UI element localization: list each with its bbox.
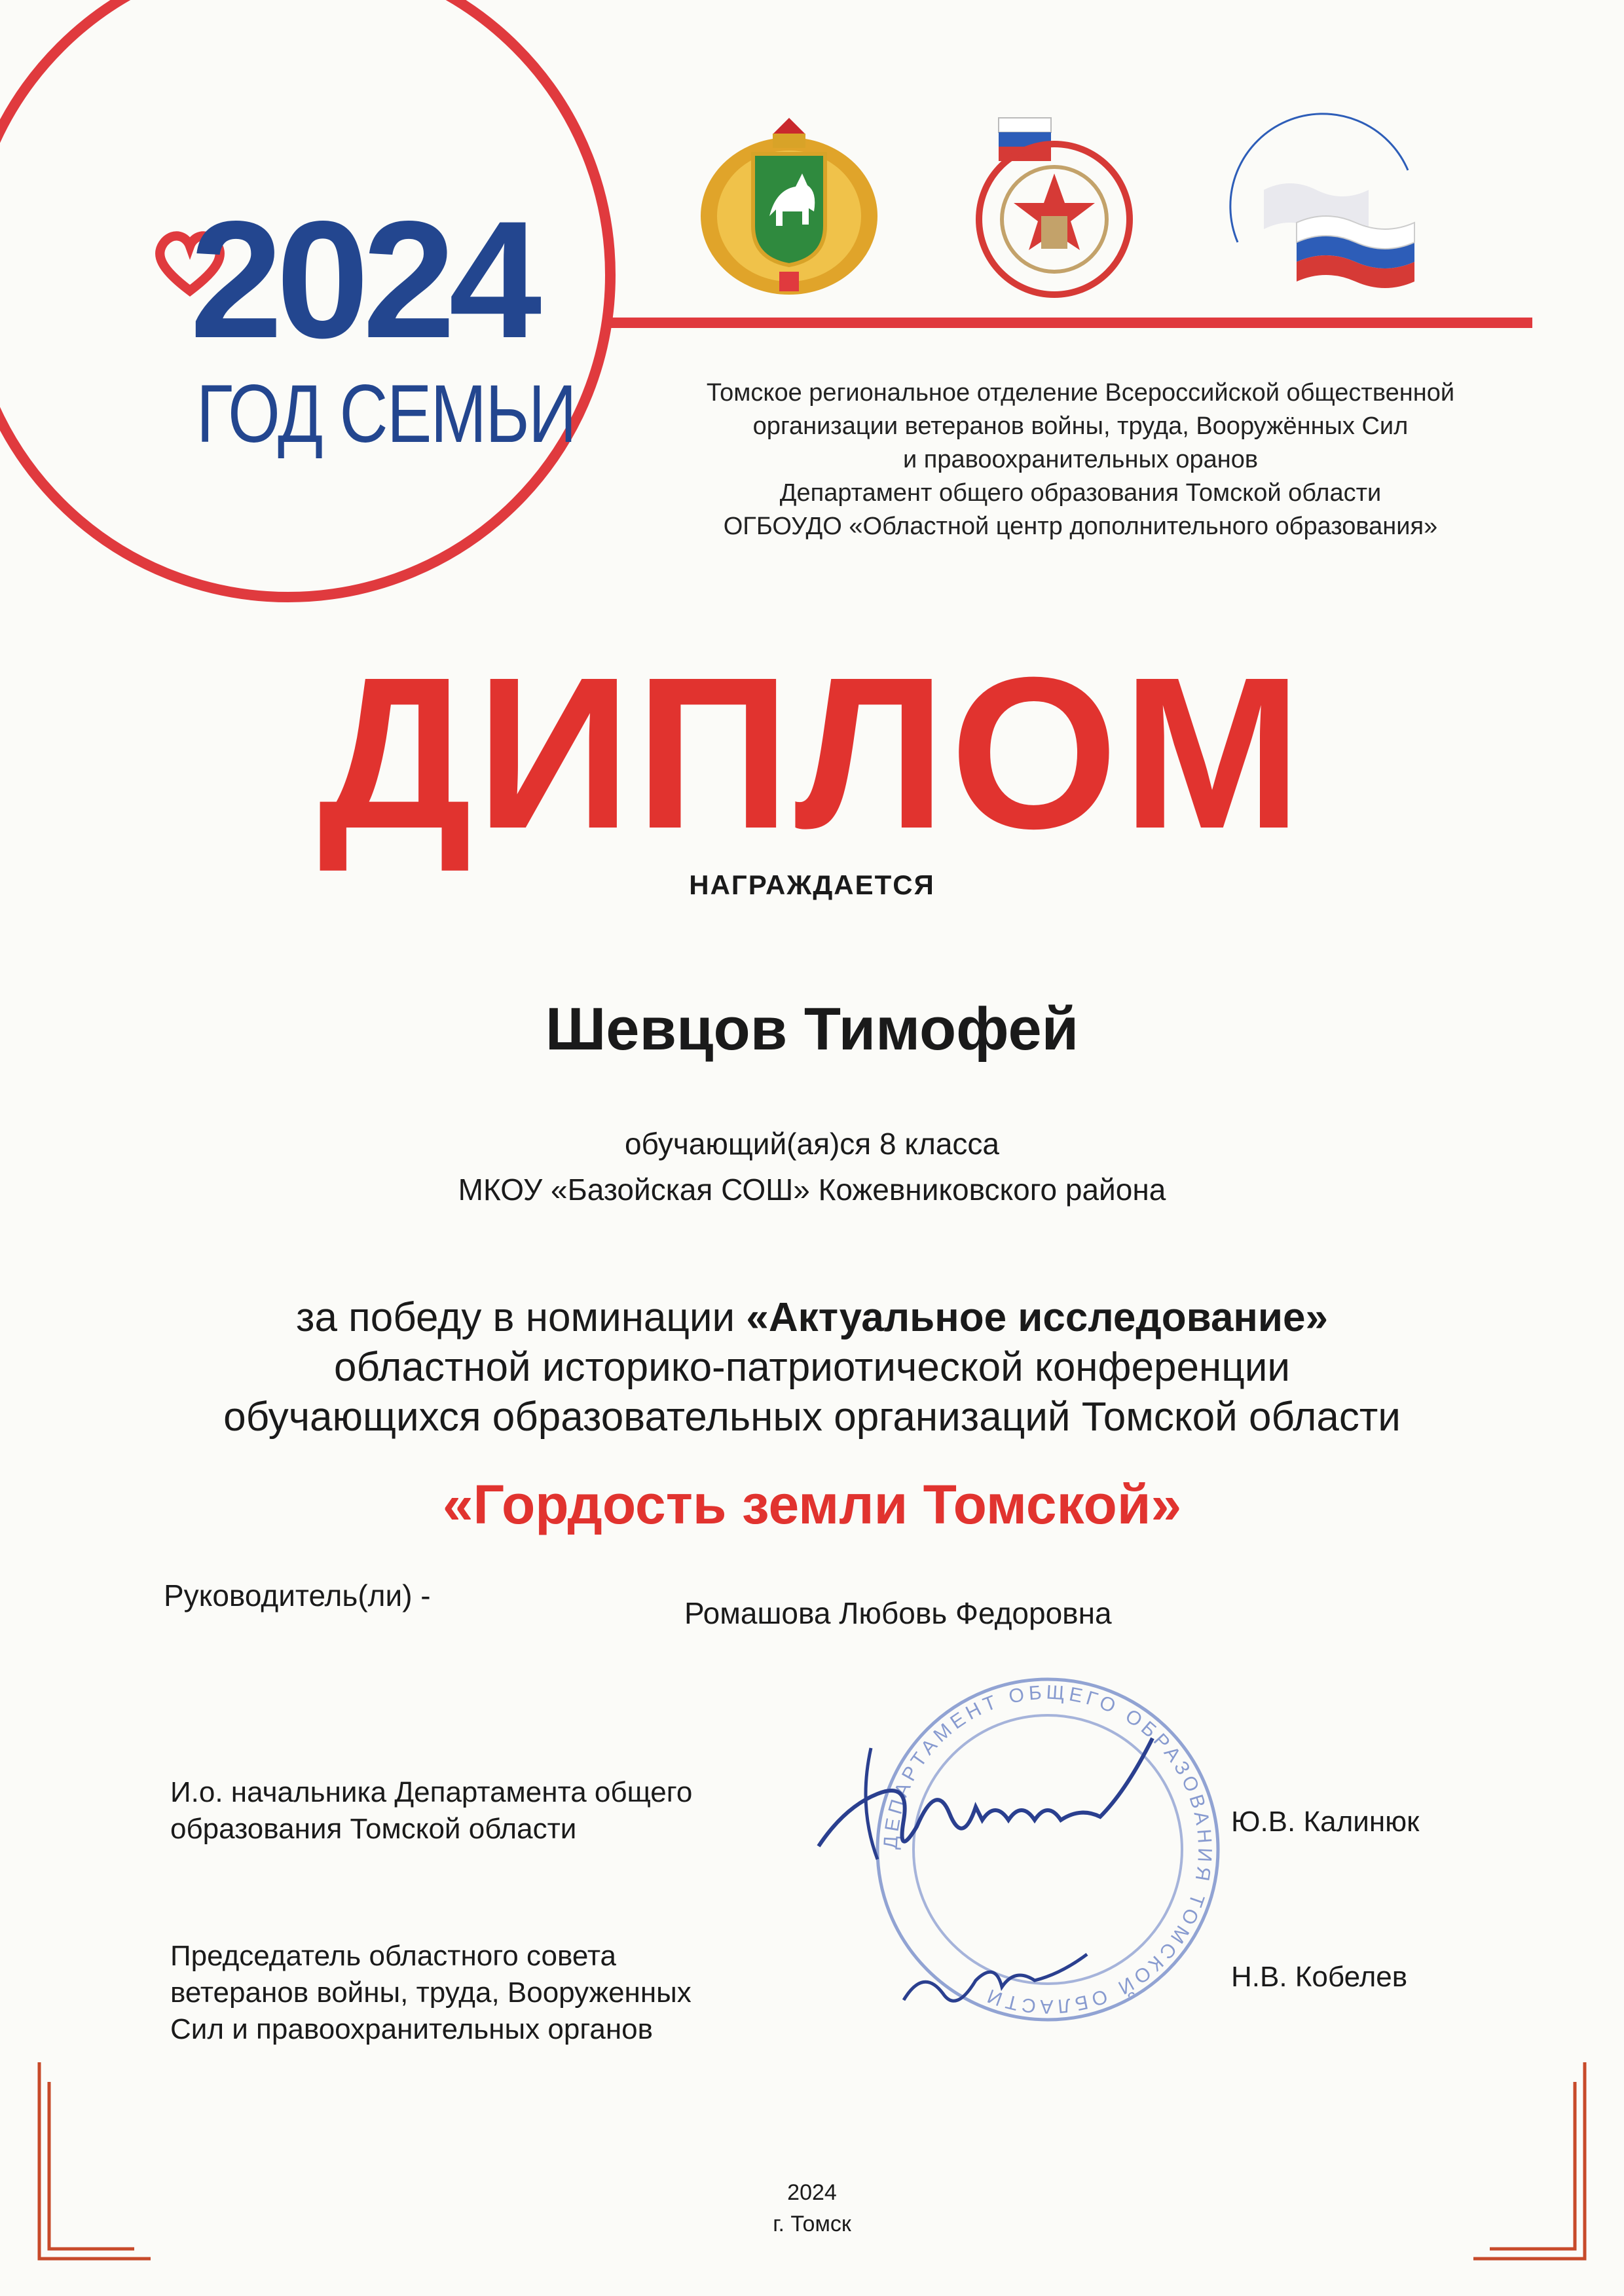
organization-line: организации ветеранов войны, труда, Вооружённых Сил [752,412,1409,440]
veterans-organization-emblem-icon [956,105,1146,301]
signatory-2-name: Н.В. Кобелев [1231,1961,1408,1993]
corner-ornament-right [1467,2056,1598,2272]
contest-title: «Гордость земли Томской» [442,1474,1182,1535]
leader-label: Руководитель(ли) - [164,1578,431,1613]
recipient-school: МКОУ «Базойская СОШ» Кожевниковского района [458,1173,1166,1207]
footer-year: 2024 [787,2180,837,2205]
awarded-label: НАГРАЖДАЕТСЯ [689,869,935,900]
header-rule [602,318,1532,328]
movement-flag-logo-icon [1211,111,1434,301]
recipient-class: обучающий(ая)ся 8 класса [624,1127,1000,1161]
organization-line: Департамент общего образования Томской области [779,479,1382,507]
signature-kalinyuk [799,1728,1218,1899]
tomsk-coat-of-arms-icon [694,105,884,301]
organization-line: и правоохранительных оранов [902,446,1259,473]
leader-name: Ромашова Любовь Федоровна [684,1596,1112,1630]
organizations-block [589,376,1572,543]
organization-line: ОГБОУДО «Областной центр дополнительного образования» [723,513,1438,540]
signature-kobelev [891,1948,1139,2020]
reason-line-3: обучающихся образовательных организаций Томской области [223,1394,1401,1440]
diploma-title: ДИПЛОМ [318,632,1306,873]
signatory-2-role [170,1938,792,2048]
signatory-1-role-line: образования Томской области [170,1813,577,1845]
signatory-2-role-line: Сил и правоохранительных органов [170,2013,654,2045]
stamp-text: ДЕПАРТАМЕНТ ОБЩЕГО ОБРАЗОВАНИЯ ТОМСКОЙ ОБЛАСТИ [879,1681,1216,2018]
footer-city: г. Томск [773,2212,851,2236]
logo-subtitle: ГОД СЕМЬИ [196,369,576,460]
signatory-1-role-line: И.о. начальника Департамента общего [170,1776,693,1808]
recipient-name: Шевцов Тимофей [545,996,1079,1063]
organization-line: Томское региональное отделение Всероссийской общественной [706,379,1455,407]
signatory-1-role [170,1774,792,1848]
signatory-2-role-line: Председатель областного совета [170,1940,616,1972]
nomination-title: «Актуальное исследование» [746,1295,1328,1340]
reason-line-1 [0,1293,1624,1343]
signatory-2-role-line: ветеранов войны, труда, Вооруженных [170,1977,692,2009]
award-reason [0,1293,1624,1442]
signatory-1-name: Ю.В. Калинюк [1231,1806,1420,1838]
reason-line-2: областной историко-патриотической конференции [333,1345,1291,1390]
reason-prefix: за победу в номинации [296,1295,747,1340]
corner-ornament-left [26,2056,157,2272]
logo-year: 2024 [190,187,536,373]
